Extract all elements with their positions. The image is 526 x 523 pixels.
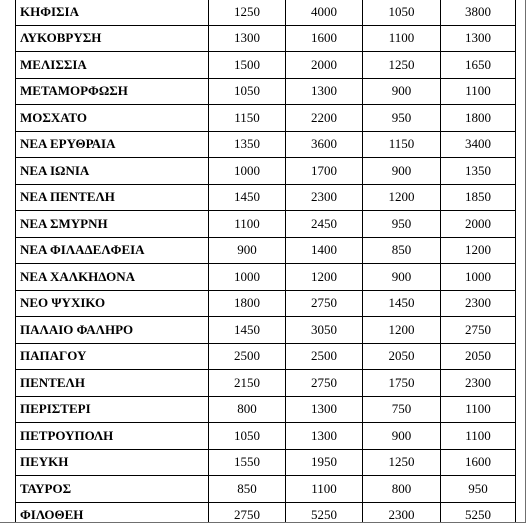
area-name-cell: ΜΕΤΑΜΟΡΦΩΣΗ — [16, 78, 209, 105]
value-cell: 1750 — [363, 370, 441, 397]
table-row — [16, 158, 516, 185]
value-cell: 3800 — [441, 0, 516, 25]
value-cell: 2300 — [286, 184, 363, 211]
area-name-cell: ΠΑΠΑΓΟΥ — [16, 343, 209, 370]
value-cell: 2200 — [286, 105, 363, 132]
value-cell: 2750 — [286, 370, 363, 397]
value-cell: 850 — [363, 237, 441, 264]
table-row — [16, 78, 516, 105]
value-cell: 1550 — [209, 449, 286, 476]
value-cell: 900 — [209, 237, 286, 264]
value-cell: 2300 — [441, 370, 516, 397]
table-row — [16, 264, 516, 291]
area-name-cell: ΜΟΣΧΑΤΟ — [16, 105, 209, 132]
value-cell: 5250 — [441, 502, 516, 523]
value-cell: 1200 — [441, 237, 516, 264]
value-cell: 1300 — [441, 25, 516, 52]
value-cell: 1050 — [209, 423, 286, 450]
value-cell: 2750 — [286, 290, 363, 317]
value-cell: 1250 — [363, 52, 441, 79]
value-cell: 1300 — [286, 423, 363, 450]
value-cell: 900 — [363, 78, 441, 105]
value-cell: 750 — [363, 396, 441, 423]
value-cell: 1000 — [209, 264, 286, 291]
value-cell: 2050 — [441, 343, 516, 370]
area-name-cell: ΜΕΛΙΣΣΙΑ — [16, 52, 209, 79]
value-cell: 3400 — [441, 131, 516, 158]
value-cell: 2000 — [441, 211, 516, 238]
value-cell: 2750 — [441, 317, 516, 344]
value-cell: 1450 — [209, 317, 286, 344]
value-cell: 2300 — [441, 290, 516, 317]
value-cell: 1500 — [209, 52, 286, 79]
value-cell: 2750 — [209, 502, 286, 523]
area-name-cell: ΝΕΑ ΦΙΛΑΔΕΛΦΕΙΑ — [16, 237, 209, 264]
table-row — [16, 211, 516, 238]
value-cell: 2300 — [363, 502, 441, 523]
table-row — [16, 343, 516, 370]
table-row — [16, 105, 516, 132]
value-cell: 1950 — [286, 449, 363, 476]
value-cell: 2450 — [286, 211, 363, 238]
value-cell: 1300 — [286, 78, 363, 105]
area-name-cell: ΝΕΑ ΕΡΥΘΡΑΙΑ — [16, 131, 209, 158]
value-cell: 1850 — [441, 184, 516, 211]
value-cell: 4000 — [286, 0, 363, 25]
area-name-cell: ΝΕΑ ΠΕΝΤΕΛΗ — [16, 184, 209, 211]
value-cell: 1450 — [363, 290, 441, 317]
value-cell: 1100 — [441, 396, 516, 423]
area-name-cell: ΝΕΑ ΣΜΥΡΝΗ — [16, 211, 209, 238]
area-name-cell: ΝΕΑ ΙΩΝΙΑ — [16, 158, 209, 185]
value-cell: 800 — [363, 476, 441, 503]
value-cell: 1250 — [209, 0, 286, 25]
table-row — [16, 396, 516, 423]
table-row — [16, 502, 516, 523]
table-row — [16, 25, 516, 52]
table-row — [16, 131, 516, 158]
value-cell: 1000 — [441, 264, 516, 291]
value-cell: 2150 — [209, 370, 286, 397]
value-cell: 1300 — [286, 396, 363, 423]
area-name-cell: ΛΥΚΟΒΡΥΣΗ — [16, 25, 209, 52]
value-cell: 850 — [209, 476, 286, 503]
value-cell: 1250 — [363, 449, 441, 476]
value-cell: 1200 — [363, 184, 441, 211]
value-cell: 2500 — [209, 343, 286, 370]
value-cell: 1050 — [363, 0, 441, 25]
price-table — [15, 0, 516, 523]
value-cell: 1200 — [286, 264, 363, 291]
table-row — [16, 449, 516, 476]
area-name-cell: ΠΕΤΡΟΥΠΟΛΗ — [16, 423, 209, 450]
table-row — [16, 184, 516, 211]
value-cell: 1050 — [209, 78, 286, 105]
value-cell: 1100 — [286, 476, 363, 503]
value-cell: 950 — [363, 211, 441, 238]
price-table-body — [16, 0, 516, 523]
table-row — [16, 370, 516, 397]
value-cell: 1400 — [286, 237, 363, 264]
value-cell: 2500 — [286, 343, 363, 370]
table-row — [16, 476, 516, 503]
value-cell: 1100 — [441, 423, 516, 450]
table-row — [16, 0, 516, 25]
value-cell: 2000 — [286, 52, 363, 79]
area-name-cell: ΠΕΝΤΕΛΗ — [16, 370, 209, 397]
table-row — [16, 237, 516, 264]
value-cell: 3600 — [286, 131, 363, 158]
value-cell: 1600 — [441, 449, 516, 476]
area-name-cell: ΤΑΥΡΟΣ — [16, 476, 209, 503]
table-row — [16, 317, 516, 344]
area-name-cell: ΠΕΥΚΗ — [16, 449, 209, 476]
value-cell: 1350 — [209, 131, 286, 158]
value-cell: 1600 — [286, 25, 363, 52]
area-name-cell: ΠΕΡΙΣΤΕΡΙ — [16, 396, 209, 423]
area-name-cell: ΝΕΟ ΨΥΧΙΚΟ — [16, 290, 209, 317]
value-cell: 1700 — [286, 158, 363, 185]
value-cell: 1450 — [209, 184, 286, 211]
value-cell: 1100 — [441, 78, 516, 105]
value-cell: 1100 — [363, 25, 441, 52]
area-name-cell: ΠΑΛΑΙΟ ΦΑΛΗΡΟ — [16, 317, 209, 344]
value-cell: 900 — [363, 423, 441, 450]
value-cell: 3050 — [286, 317, 363, 344]
table-row — [16, 52, 516, 79]
table-row — [16, 290, 516, 317]
value-cell: 1200 — [363, 317, 441, 344]
value-cell: 1300 — [209, 25, 286, 52]
value-cell: 900 — [363, 158, 441, 185]
value-cell: 1000 — [209, 158, 286, 185]
table-row — [16, 423, 516, 450]
value-cell: 2050 — [363, 343, 441, 370]
value-cell: 1150 — [363, 131, 441, 158]
value-cell: 1350 — [441, 158, 516, 185]
area-name-cell: ΦΙΛΟΘΕΗ — [16, 502, 209, 523]
value-cell: 1800 — [209, 290, 286, 317]
value-cell: 1650 — [441, 52, 516, 79]
area-name-cell: ΚΗΦΙΣΙΑ — [16, 0, 209, 25]
value-cell: 950 — [363, 105, 441, 132]
area-name-cell: ΝΕΑ ΧΑΛΚΗΔΟΝΑ — [16, 264, 209, 291]
value-cell: 800 — [209, 396, 286, 423]
value-cell: 1150 — [209, 105, 286, 132]
value-cell: 1800 — [441, 105, 516, 132]
value-cell: 900 — [363, 264, 441, 291]
value-cell: 1100 — [209, 211, 286, 238]
value-cell: 5250 — [286, 502, 363, 523]
value-cell: 950 — [441, 476, 516, 503]
